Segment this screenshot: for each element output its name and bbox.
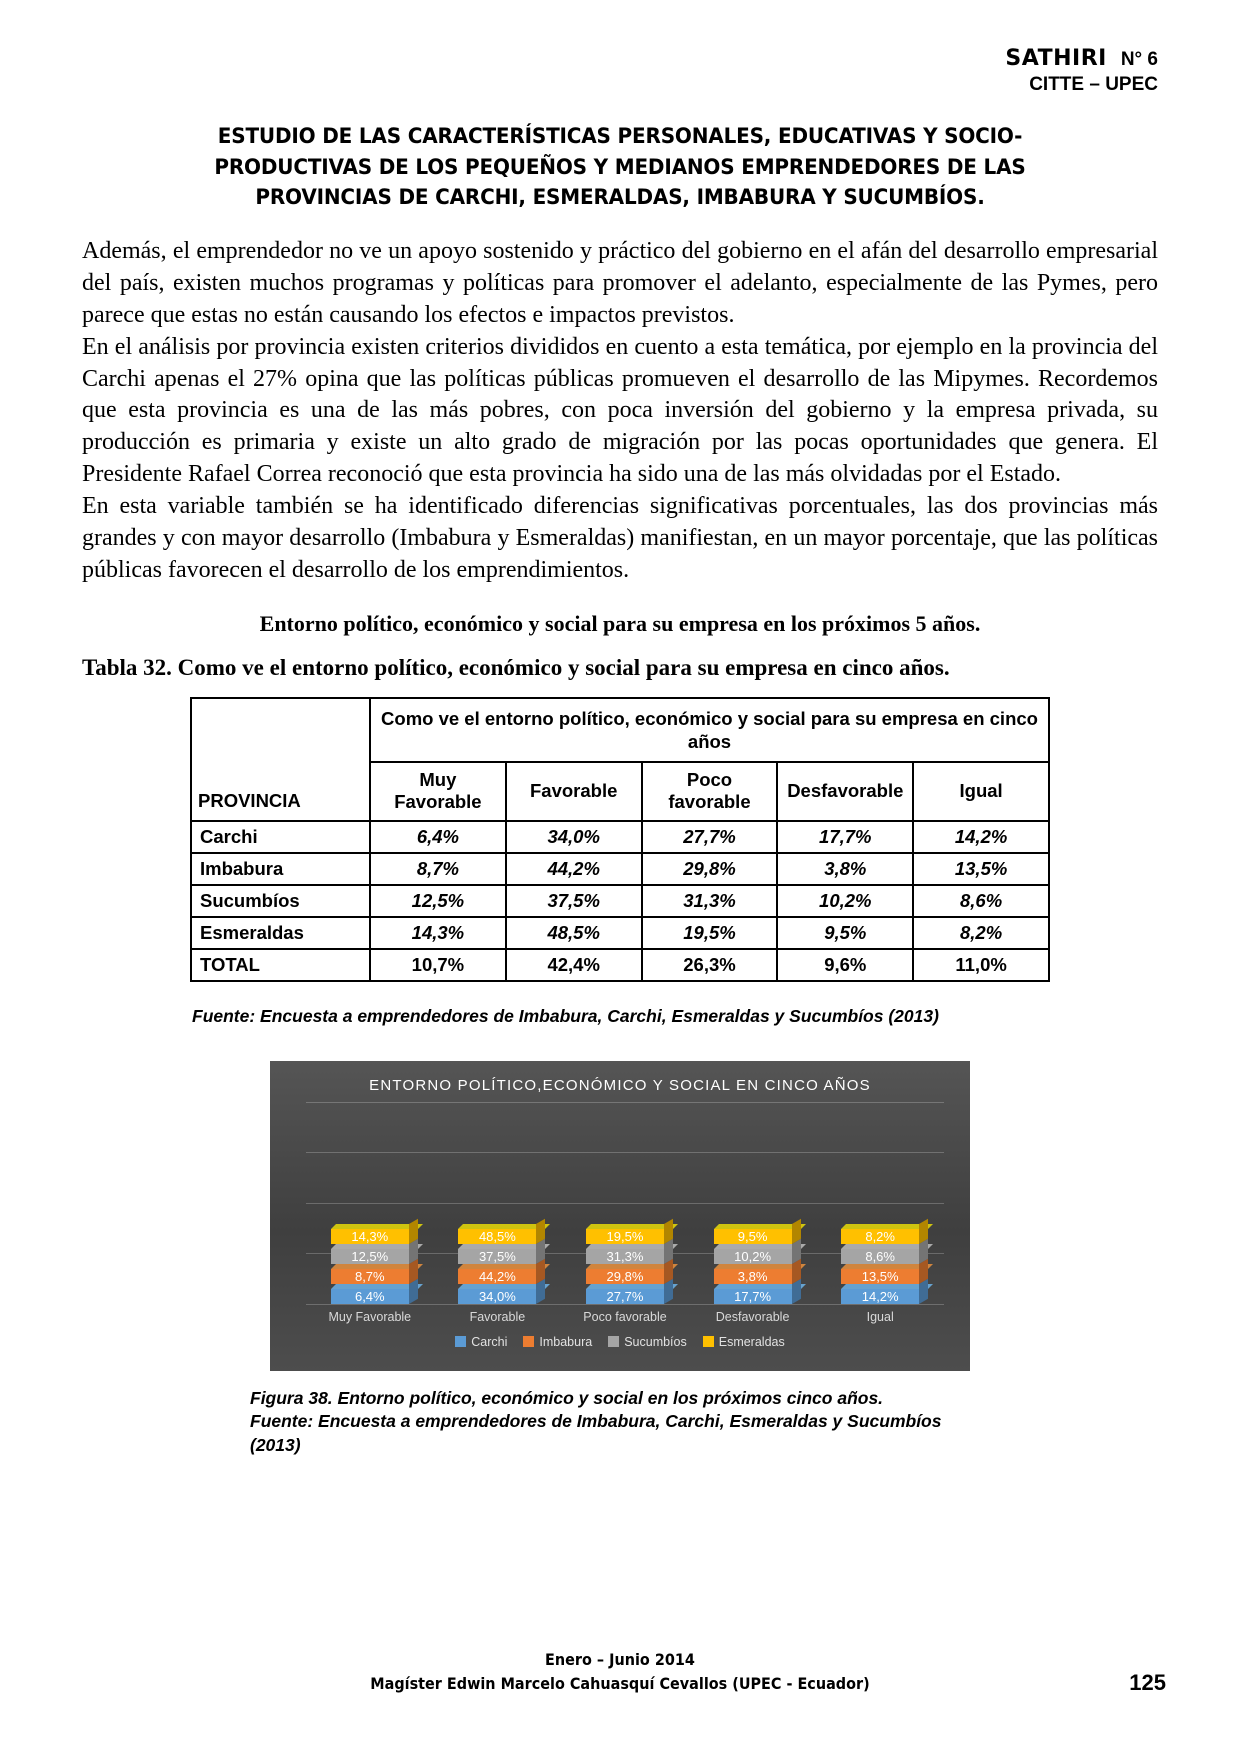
table-row [191,853,1049,885]
category-label: Igual [866,1309,894,1324]
table-row [191,917,1049,949]
bar-segment [458,1289,536,1304]
category-label: Muy Favorable [328,1309,412,1324]
bar-segment [331,1269,409,1284]
cell-total-igual: 11,0% [913,949,1049,981]
cell-total-poco-favorable: 26,3% [642,949,778,981]
bar-value-label: 12,5% [351,1248,389,1264]
cell-esmeraldas-favorable: 48,5% [506,917,642,949]
table-span-header: Como ve el entorno político, económico y social para su empresa en cinco años [370,698,1049,762]
table-corner-header: PROVINCIA [191,698,370,821]
cell-imbabura-muy-favorable: 8,7% [370,853,506,885]
chart-category-labels [306,1310,944,1325]
bar-value-label: 34,0% [478,1288,516,1304]
cell-carchi-favorable: 34,0% [506,821,642,853]
bar-value-label: 8,7% [354,1268,385,1284]
table-caption: Tabla 32. Como ve el entorno político, económico y social para su empresa en cinco años. [82,654,950,680]
legend-item[interactable] [703,1335,785,1349]
chart-title: ENTORNO POLÍTICO,ECONÓMICO Y SOCIAL EN CINCO AÑOS [369,1076,871,1094]
issue-number: N° 6 [1120,49,1158,70]
bar-segment [841,1229,919,1244]
chart-canvas [270,1061,970,1371]
table-row [191,885,1049,917]
bar-segment [586,1229,664,1244]
section-subheading: Entorno político, económico y social para su empresa en los próximos 5 años. [259,610,981,636]
bar-column [841,1224,919,1304]
category-label: Poco favorable [583,1309,667,1324]
bar-segment [331,1289,409,1304]
cell-esmeraldas-poco-favorable: 19,5% [642,917,778,949]
cell-sucumbios-igual: 8,6% [913,885,1049,917]
bar-segment [458,1229,536,1244]
page-footer [62,1648,1178,1696]
bar-value-label: 17,7% [734,1288,772,1304]
bar-segment [458,1249,536,1264]
bar-value-label: 6,4% [354,1288,385,1304]
cell-carchi-igual: 14,2% [913,821,1049,853]
bar-segment [714,1229,792,1244]
page-number: 125 [1129,1670,1166,1695]
bar-segment [841,1289,919,1304]
cell-imbabura-desfavorable: 3,8% [777,853,913,885]
bar-segment [841,1249,919,1264]
bar-segment [586,1269,664,1284]
bar-segment-side [792,1218,801,1243]
bar-column [331,1224,409,1304]
bar-value-label: 14,2% [861,1288,899,1304]
bar-value-label: 27,7% [606,1288,644,1304]
bar-column [458,1224,536,1304]
footer-date: Enero – Junio 2014 [545,1650,695,1669]
cell-imbabura-poco-favorable: 29,8% [642,853,778,885]
bar-column [586,1224,664,1304]
category-label: Desfavorable [715,1309,790,1324]
legend-label: Esmeraldas [718,1334,785,1349]
bar-segment [714,1289,792,1304]
bar-value-label: 9,5% [737,1228,768,1244]
bar-value-label: 3,8% [737,1268,768,1284]
bar-segment [458,1269,536,1284]
affiliation: CITTE – UPEC [1029,73,1158,95]
page-header [82,46,1158,96]
bar-segment [331,1229,409,1244]
bar-value-label: 44,2% [478,1268,516,1284]
legend-label: Imbabura [539,1334,593,1349]
column-header-desfavorable: Desfavorable [777,762,913,820]
bar-value-label: 29,8% [606,1268,644,1284]
bar-value-label: 37,5% [478,1248,516,1264]
bar-value-label: 19,5% [606,1228,644,1244]
cell-carchi-poco-favorable: 27,7% [642,821,778,853]
bar-value-label: 14,3% [351,1228,389,1244]
figure-caption [250,1387,970,1458]
legend-swatch [523,1336,534,1347]
table-row-total [191,949,1049,981]
paragraph-2: En el análisis por provincia existen criterios divididos en cuento a esta temática, por ejemplo en la provincia del Carchi apenas el 27% opina que las políticas públicas promueven el desarrollo de las Mipymes. Recordemos que esta provincia es una de las más pobres, con poca inversión del gobierno y la empresa privada, su producción es primaria y existe un alto grado de migración por las pocas oportunidades que genera. El Presidente Rafael Correa reconoció que esta provincia ha sido una de las más olvidadas por el Estado. [82,333,1158,488]
cell-sucumbios-favorable: 37,5% [506,885,642,917]
chart-legend [270,1335,970,1349]
figure-caption-line1: Figura 38. Entorno político, económico y social en los próximos cinco años. [250,1387,884,1408]
figure-caption-line2: Fuente: Encuesta a emprendedores de Imbabura, Carchi, Esmeraldas y Sucumbíos (2013) [250,1411,942,1455]
cell-carchi-muy-favorable: 6,4% [370,821,506,853]
column-header-poco-favorable: Poco favorable [642,762,778,820]
bar-value-label: 8,2% [865,1228,895,1244]
row-label-sucumbios: Sucumbíos [191,885,370,917]
bar-segment [841,1269,919,1284]
body-text [82,236,1158,587]
row-label-imbabura: Imbabura [191,853,370,885]
data-table [190,697,1050,982]
cell-carchi-desfavorable: 17,7% [777,821,913,853]
table-source-note: Fuente: Encuesta a emprendedores de Imbabura, Carchi, Esmeraldas y Sucumbíos (2013) [192,1005,939,1026]
chart-plot-area [306,1102,944,1304]
cell-total-muy-favorable: 10,7% [370,949,506,981]
table-header-row-1 [191,698,1049,762]
cell-sucumbios-poco-favorable: 31,3% [642,885,778,917]
table-row [191,821,1049,853]
cell-imbabura-favorable: 44,2% [506,853,642,885]
bar-segment [586,1289,664,1304]
column-header-igual: Igual [913,762,1049,820]
gridline [306,1304,944,1305]
bar-segment [714,1249,792,1264]
bar-value-label: 31,3% [606,1248,644,1264]
paragraph-3: En esta variable también se ha identificado diferencias significativas porcentuales, las dos provincias más grandes y con mayor desarrollo (Imbabura y Esmeraldas) manifiestan, en un mayor porcentaje, que las políticas públicas favorecen el desarrollo de los emprendimientos. [82,493,1158,583]
bar-value-label: 8,6% [865,1248,895,1264]
cell-total-favorable: 42,4% [506,949,642,981]
row-label-total: TOTAL [191,949,370,981]
legend-label: Sucumbíos [624,1334,687,1349]
column-header-favorable: Favorable [506,762,642,820]
cell-sucumbios-desfavorable: 10,2% [777,885,913,917]
cell-total-desfavorable: 9,6% [777,949,913,981]
row-label-carchi: Carchi [191,821,370,853]
legend-item[interactable] [455,1335,507,1349]
cell-esmeraldas-igual: 8,2% [913,917,1049,949]
bar-segment [586,1249,664,1264]
legend-swatch [703,1336,714,1347]
row-label-esmeraldas: Esmeraldas [191,917,370,949]
legend-swatch [608,1336,619,1347]
legend-swatch [455,1336,466,1347]
cell-sucumbios-muy-favorable: 12,5% [370,885,506,917]
legend-label: Carchi [471,1334,508,1349]
chart-bars [306,1102,944,1304]
page-title: ESTUDIO DE LAS CARACTERÍSTICAS PERSONALES, EDUCATIVAS Y SOCIO-PRODUCTIVAS DE LOS PEQUEÑOS Y MEDIANOS EMPRENDEDORES DE LAS PROVINCIAS DE CARCHI, ESMERALDAS, IMBABURA Y SUCUMBÍOS. [214,124,1026,211]
bar-value-label: 48,5% [478,1228,516,1244]
legend-item[interactable] [523,1335,592,1349]
bar-value-label: 13,5% [861,1268,899,1284]
bar-segment [714,1269,792,1284]
figure-chart [250,1061,970,1458]
bar-value-label: 10,2% [734,1248,772,1264]
cell-esmeraldas-desfavorable: 9,5% [777,917,913,949]
paragraph-1: Además, el emprendedor no ve un apoyo sostenido y práctico del gobierno en el afán del desarrollo empresarial del país, existen muchos programas y políticas para promover el adelanto, especialmente de las Pymes, pero parece que estas no están causando los efectos e impactos previstos. [82,237,1158,328]
column-header-muy-favorable: Muy Favorable [370,762,506,820]
cell-imbabura-igual: 13,5% [913,853,1049,885]
bar-column [714,1224,792,1304]
cell-esmeraldas-muy-favorable: 14,3% [370,917,506,949]
category-label: Favorable [469,1309,526,1324]
footer-author: Magíster Edwin Marcelo Cahuasquí Cevallos (UPEC - Ecuador) [370,1674,870,1693]
legend-item[interactable] [608,1335,687,1349]
bar-segment [331,1249,409,1264]
journal-name: SATHIRI [1005,46,1107,71]
